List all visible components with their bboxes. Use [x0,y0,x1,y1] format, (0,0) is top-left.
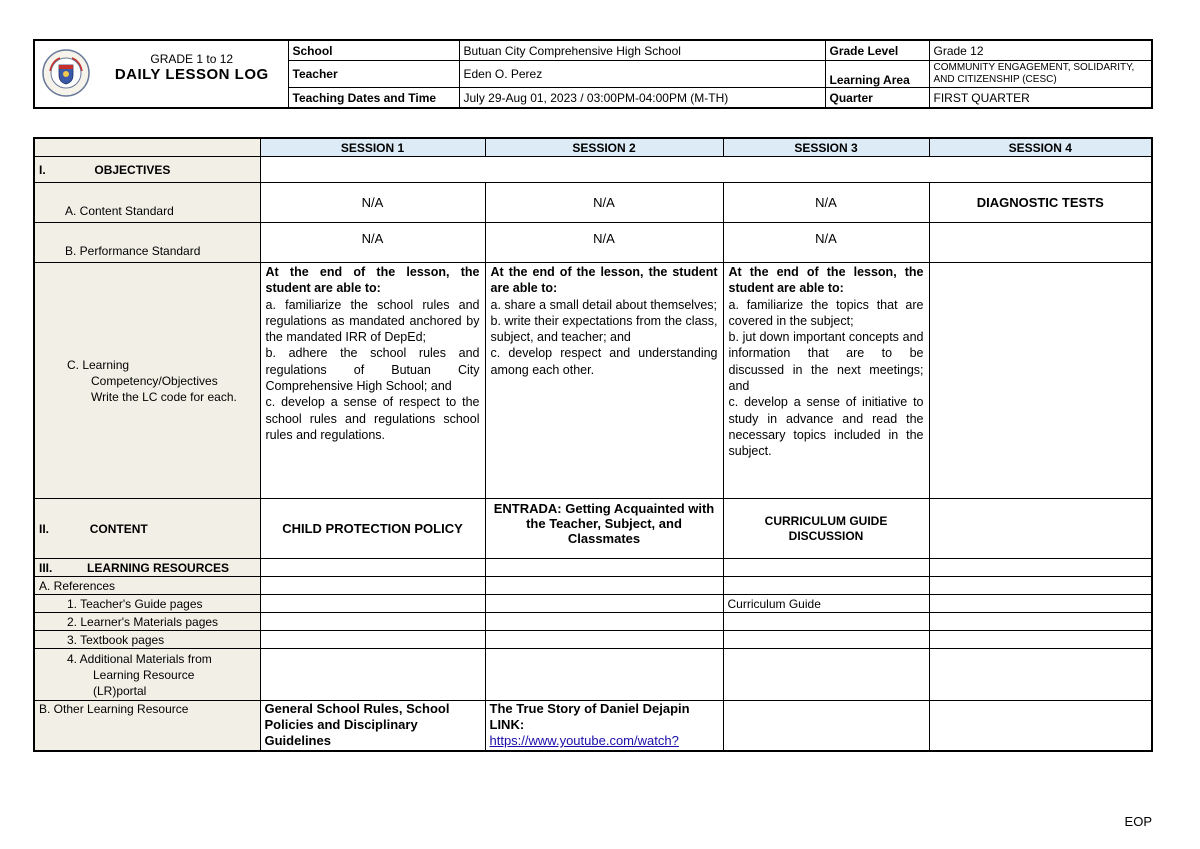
other-resources-row [34,701,1152,751]
content-s1: CHILD PROTECTION POLICY [260,499,485,559]
session-4-header: SESSION 4 [929,138,1152,157]
teachers-guide-row [34,595,1152,613]
quarter-value: FIRST QUARTER [929,88,1152,109]
lc-s2-item-a: a. share a small detail about themselves; [490,297,718,312]
learning-resources-heading-row [34,559,1152,577]
dates-label: Teaching Dates and Time [288,88,459,109]
grade-level-value: Grade 12 [929,40,1152,61]
session-2-header: SESSION 2 [485,138,723,157]
school-value: Butuan City Comprehensive High School [459,40,825,61]
teachers-guide-s1 [260,595,485,613]
lc-s3-intro: At the end of the lesson, the student are able to: [728,265,924,296]
other-resources-label: B. Other Learning Resource [34,701,260,751]
teachers-guide-s2 [485,595,723,613]
learners-materials-row [34,613,1152,631]
learning-competency-label [34,263,260,499]
content-standard-row [34,183,1152,223]
lesson-log-table [33,137,1153,752]
content-title: CONTENT [89,521,148,536]
objectives-num: I. [39,162,46,177]
learning-resources-heading [34,559,260,577]
teacher-value: Eden O. Perez [459,61,825,88]
learning-competency-s4 [929,263,1152,499]
quarter-label: Quarter [825,88,929,109]
youtube-link[interactable]: https://www.youtube.com/watch? [489,733,679,748]
lc-s2-item-b: b. write their expectations from the class, subject, and teacher; and [490,313,718,345]
content-standard-s3: N/A [723,183,929,223]
additional-materials-label [34,649,260,701]
learning-resources-num: III. [39,560,53,575]
performance-standard-row [34,223,1152,263]
learning-area-label: Learning Area [825,61,929,88]
content-standard-s4: DIAGNOSTIC TESTS [929,183,1152,223]
deped-seal-icon [41,48,91,98]
content-heading [34,499,260,559]
learning-area-value: COMMUNITY ENGAGEMENT, SOLIDARITY, AND CITIZENSHIP (CESC) [929,61,1152,88]
learning-competency-row [34,263,1152,499]
references-row [34,577,1152,595]
log-title-block [96,40,288,108]
lc-s1-item-b: b. adhere the school rules and regulations of Butuan City Comprehensive High School; and [265,346,480,394]
additional-materials-line2: Learning Resource [93,667,195,682]
lc-s1-item-a: a. familiarize the school rules and regulations as mandated anchored by the mandated IRR of DepEd; [265,297,480,345]
session-3-header: SESSION 3 [723,138,929,157]
performance-standard-s1: N/A [260,223,485,263]
learning-competency-label-line1: C. Learning [67,357,130,372]
learning-competency-s3 [723,263,929,499]
learning-competency-s2 [485,263,723,499]
objectives-heading [34,157,260,183]
content-s3: CURRICULUM GUIDE DISCUSSION [723,499,929,559]
teacher-label: Teacher [288,61,459,88]
content-num: II. [39,521,50,536]
references-label: A. References [34,577,260,595]
lc-s1-intro: At the end of the lesson, the student are able to: [265,265,480,296]
other-resources-s2 [485,701,723,751]
grade-level-label: Grade Level [825,40,929,61]
performance-standard-s2: N/A [485,223,723,263]
objectives-title: OBJECTIVES [94,162,171,177]
objectives-heading-span [260,157,1152,183]
learning-competency-label-line2: Competency/Objectives [91,373,218,388]
header-table [33,39,1153,109]
content-row [34,499,1152,559]
additional-materials-line3: (LR)portal [93,683,147,698]
other-resources-s1: General School Rules, School Policies and Disciplinary Guidelines [260,701,485,751]
session-1-header: SESSION 1 [260,138,485,157]
performance-standard-label: B. Performance Standard [34,223,260,263]
deped-seal [34,40,96,108]
teachers-guide-label: 1. Teacher's Guide pages [34,595,260,613]
learners-materials-label: 2. Learner's Materials pages [34,613,260,631]
content-standard-s2: N/A [485,183,723,223]
footer-code: EOP [1124,814,1152,829]
other-resources-s2-title: The True Story of Daniel Dejapin [489,701,690,716]
lc-s2-item-c: c. develop respect and understanding among each other. [490,346,718,377]
lc-s3-item-c: c. develop a sense of initiative to study in advance and read the necessary topics included in the subject. [728,395,924,459]
performance-standard-s4 [929,223,1152,263]
grade-range: GRADE 1 to 12 [150,52,234,66]
teachers-guide-s3: Curriculum Guide [723,595,929,613]
session-header-row [34,138,1152,157]
textbook-row [34,631,1152,649]
content-s2: ENTRADA: Getting Acquainted with the Teacher, Subject, and Classmates [485,499,723,559]
content-standard-s1: N/A [260,183,485,223]
log-title: DAILY LESSON LOG [114,66,269,83]
learning-resources-title: LEARNING RESOURCES [87,560,230,575]
lc-s3-item-b: b. jut down important concepts and information that are to be discussed in the next meetings; and [728,330,924,394]
objectives-heading-row [34,157,1152,183]
dates-value: July 29-Aug 01, 2023 / 03:00PM-04:00PM (M-TH) [459,88,825,109]
learning-competency-label-line3: Write the LC code for each. [91,389,237,404]
learning-competency-s1 [260,263,485,499]
content-standard-label: A. Content Standard [34,183,260,223]
content-s4 [929,499,1152,559]
lc-s2-intro: At the end of the lesson, the student are able to: [490,265,718,296]
performance-standard-s3: N/A [723,223,929,263]
additional-materials-row [34,649,1152,701]
lc-s3-item-a: a. familiarize the topics that are covered in the subject; [728,297,924,328]
textbook-label: 3. Textbook pages [34,631,260,649]
additional-materials-line1: 4. Additional Materials from [67,651,212,666]
teachers-guide-s4 [929,595,1152,613]
lc-s1-item-c: c. develop a sense of respect to the school rules and regulations school rules and regulations. [265,395,480,442]
school-label: School [288,40,459,61]
corner-cell [34,138,260,157]
other-resources-s2-link-label: LINK: [489,717,525,732]
